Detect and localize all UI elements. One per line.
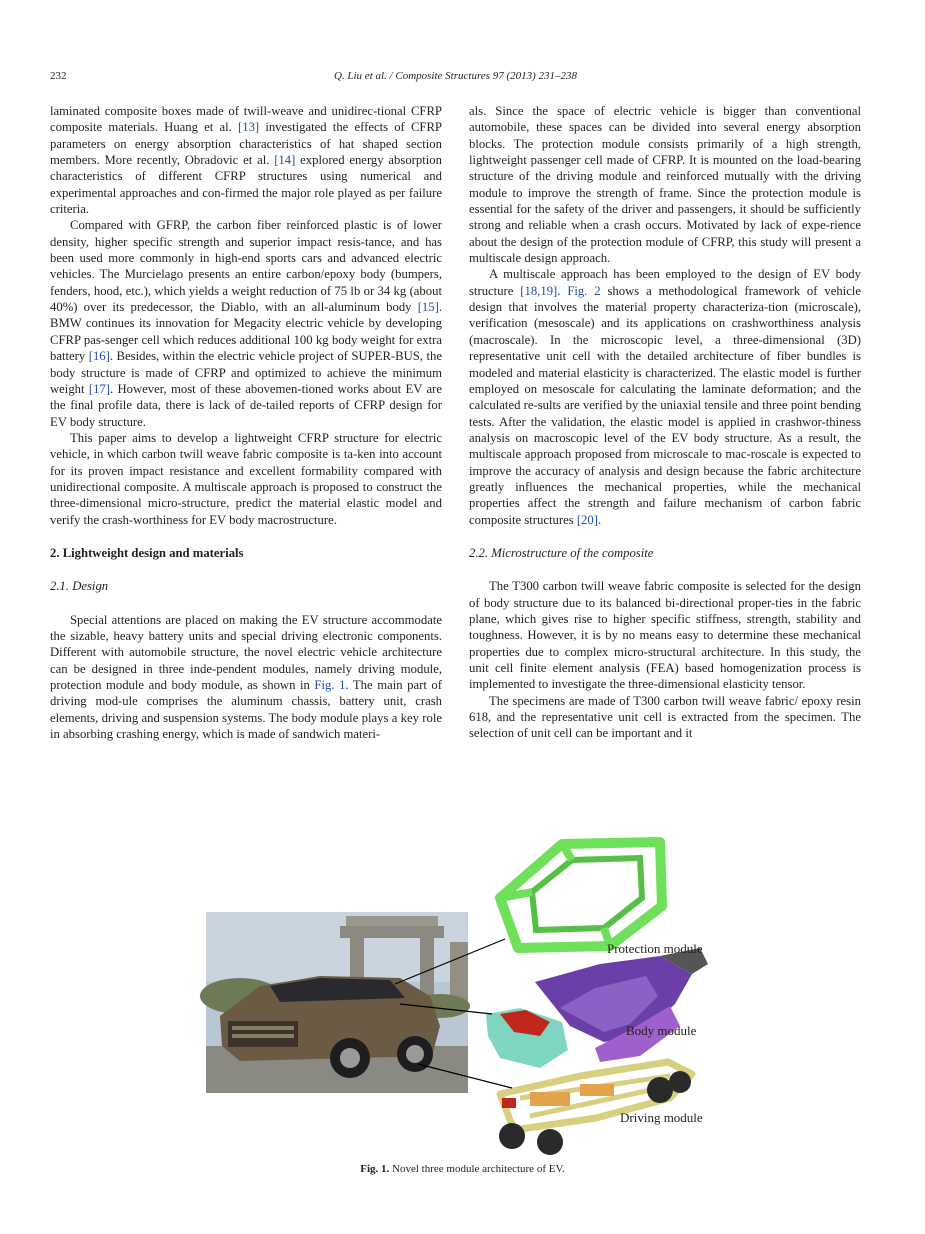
paragraph: This paper aims to develop a lightweight CFRP structure for electric vehicle, in which carbon twill weave fabric composite is ta-ken into account for its proven impact resistance and excellent formability compared with unidirectional composite. A multiscale approach is proposed to construct the three-dimensional micro-structure, predict the material elastic model and verify the crash-worthiness for EV body macrostructure. [50,430,442,527]
section-heading: 2. Lightweight design and materials [50,545,244,560]
label-body-module: Body module [626,1023,697,1038]
figure-1 [200,836,725,1156]
paragraph: als. Since the space of electric vehicle is bigger than conventional automobile, these spaces can be divided into several energy absorption blocks. The protection module consists primarily of a high strength, lightweight passenger cell made of CFRP. It is mounted on the load-bearing structure of the driving module and reinforced mutually with the driving module to improve the strength of frame. Since the protection module is essential for the safety of the driver and passengers, it should be sufficiently strong and reliable when a crash occurs. Motivated by lack of expe-rience about the design of the protection module of CFRP, this study will present a multiscale design approach. [469,104,861,266]
paragraph: The specimens are made of T300 carbon twill weave fabric/ epoxy resin 618, and the representative unit cell is extracted from the specimen. The selection of unit cell can be important and it [469,693,861,741]
figure-1-illustration [200,836,725,1156]
citation-link[interactable]: [17] [88,381,110,396]
subsection-heading: 2.1. Design [50,579,109,594]
right-column [469,103,861,742]
citation-link[interactable]: [15] [417,300,439,315]
figure-caption [0,1163,925,1175]
label-protection-module: Protection module [607,941,703,956]
caption-label: Fig. 1. [360,1163,390,1175]
page-number: 232 [50,70,67,82]
car-photo [200,912,470,1093]
subsection-heading: 2.2. Microstructure of the composite [469,545,654,560]
protection-module-drawing [500,842,662,948]
citation-link[interactable]: [18,19] [520,283,558,298]
paragraph: The T300 carbon twill weave fabric composite is selected for the design of body structure due to its balanced bi-directional proper-ties in the fabric plane, which gives rise to higher specific stiffness, strength, stability and toughness. However, it is by no means easy to determine these mechanical properties due to complex micro-structural architecture. In this study, the unit cell finite element analysis (FEA) based homogenization process is implemented to investigate the three-dimensional elasticity tensor. [469,579,861,692]
figure-link[interactable]: Fig. 2 [567,283,601,298]
label-driving-module: Driving module [620,1110,703,1125]
left-column [50,103,442,742]
citation-link[interactable]: [20] [576,512,598,527]
driving-module-drawing [499,1062,692,1155]
paragraph: Special attentions are placed on making the EV structure accommodate the sizable, heavy battery units and special driving electronic components. Different with automobile structure, the novel electric vehicle architecture can be designed in three inde-pendent modules, namely driving module, protection module and body module, as shown in Fig. 1. The main part of driving mod-ule comprises the aluminum chassis, battery unit, crash elements, driving and suspension systems. The body module plays a key role in absorbing crashing energy, which is made of sandwich materi- [50,612,442,742]
citation-link[interactable]: [16] [88,349,110,364]
body-module-drawing [486,948,708,1068]
figure-link[interactable]: Fig. 1 [314,678,346,692]
journal-reference: Q. Liu et al. / Composite Structures 97 (2013) 231–238 [333,70,578,82]
citation-link[interactable]: [14] [274,153,296,168]
page-header [50,70,861,86]
paragraph: A multiscale approach has been employed to the design of EV body structure [18,19]. Fig. 2 shows a methodological framework of vehicle design that involves the material property characteriza-tion (microscale), verification (mesoscale) and its applications on crashworthiness analysis (macroscale). In the microscopic level, a three-dimensional (3D) representative unit cell with the detailed architecture of fiber bundles is modeled and material elasticity is characterized. The elastic model is further employed on mesoscale for calculating the laminate deformation; and the calculated re-sults are verified by the uniaxial tensile and three point bending tests. After the validation, the elastic model is applied in crashwor-thiness analysis on macroscopic level of the EV body structure. As a result, the multiscale approach proposed from microscale to mac-roscale is expected to improve the accuracy of analysis and design because the fabric architecture greatly influences the mechanical properties, while the mechanical properties affect the strength and failure mechanism of carbon fabric composite structures [20]. [469,267,861,527]
caption-text: Novel three module architecture of EV. [389,1163,565,1175]
citation-link[interactable]: [13] [238,120,260,135]
paragraph: laminated composite boxes made of twill-weave and unidirec-tional CFRP composite materials. Huang et al. [13] investigated the effects of CFRP parameters on energy absorption characteristics of hat shaped section members. More recently, Obradovic et al. [14] explored energy absorption characteristics of different CFRP structures using numerical and experimental approaches and con-firmed the major role played as per failure criteria. [50,104,442,217]
paragraph: Compared with GFRP, the carbon fiber reinforced plastic is of lower density, higher specific strength and superior impact resis-tance, and has been used more commonly in high-end sports cars and advanced electric vehicles. The Murcielago presents an entire carbon/epoxy body (bumpers, fenders, hood, etc.), which yields a weight reduction of 75 lb or 34 kg (about 40%) over its predecessor, the Diablo, with an all-aluminum body [15]. BMW continues its innovation for Megacity electric vehicle by developing CFRP pas-senger cell which reduces additional 100 kg body weight for extra battery [16]. Besides, within the electric vehicle project of SUPER-BUS, the body structure is made of CFRP and optimized to achieve the minimum weight [17]. However, most of these abovemen-tioned works about EV are the final profile data, there is lack of de-tailed reports of CFRP design for EV body structure. [50,218,442,429]
